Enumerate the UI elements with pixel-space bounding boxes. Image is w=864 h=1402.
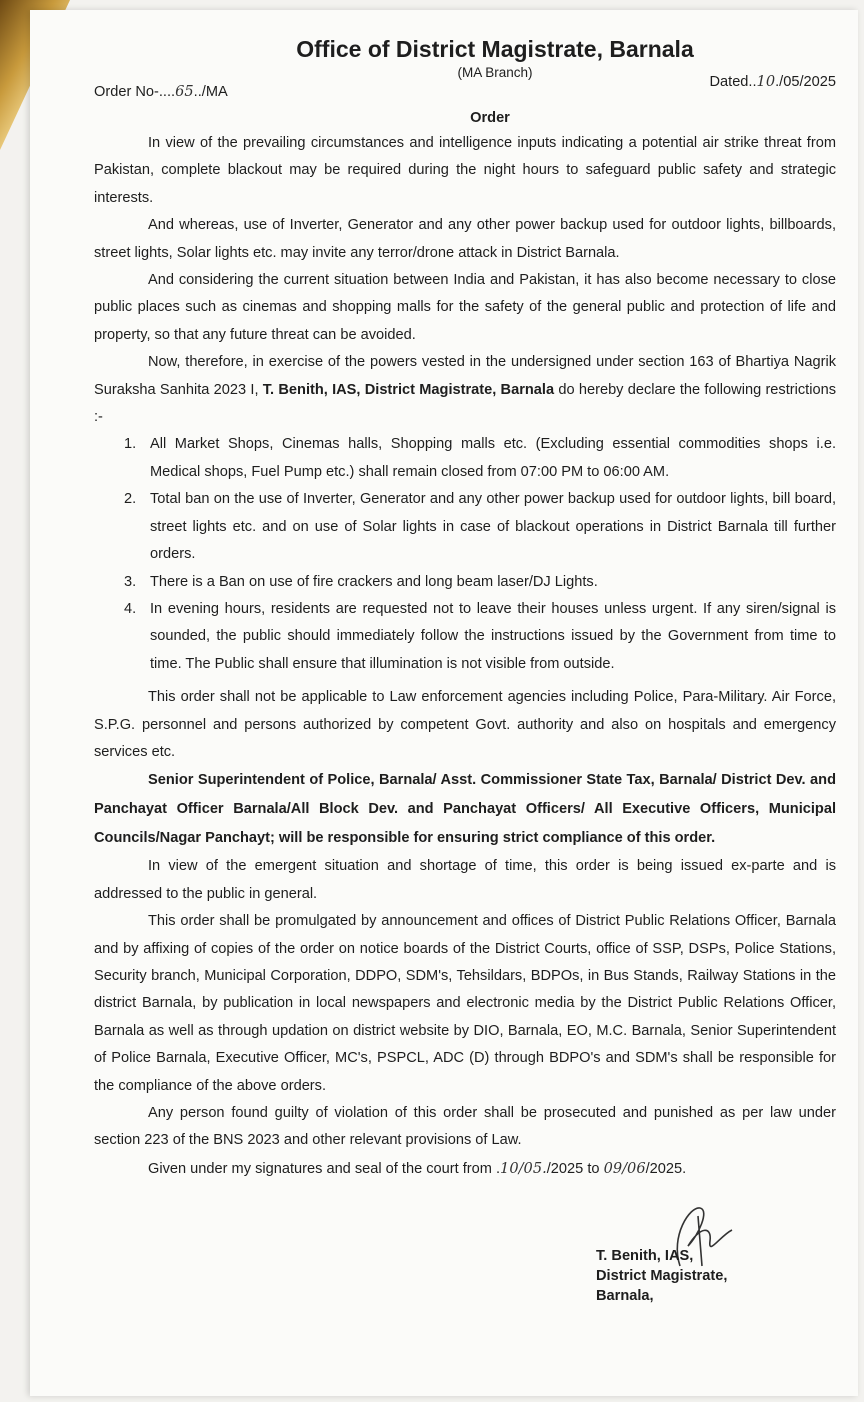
restriction-text: There is a Ban on use of fire crackers and long beam laser/DJ Lights. <box>150 573 598 590</box>
branch-label: (MA Branch) <box>457 65 533 80</box>
restriction-number: 4. <box>124 600 137 617</box>
restriction-number: 3. <box>124 573 137 590</box>
paragraph-4 <box>94 349 836 431</box>
validity-text-c: /2025. <box>645 1160 687 1177</box>
restriction-item <box>124 431 836 486</box>
order-number-suffix: ../MA <box>193 84 228 100</box>
restriction-text: Total ban on the use of Inverter, Generator and any other power backup used for outdoor lights, bill board, street lights etc. and on use of Solar lights in case of blackout operations in District Barnala till further orders. <box>150 491 836 563</box>
signatory-place: Barnala, <box>596 1288 654 1304</box>
validity-from: 10/05. <box>500 1159 547 1177</box>
document-sheet <box>30 10 858 1396</box>
order-date <box>709 68 836 96</box>
paragraph-4-text-c: do hereby declare the following restrictions :- <box>94 381 836 426</box>
signatory-block <box>596 1246 727 1306</box>
paragraph-2: And whereas, use of Inverter, Generator and any other power backup used for outdoor lights, billboards, street lights, Solar lights etc. may invite any terror/drone attack in District Barnala. <box>94 217 836 261</box>
order-number-value: 65 <box>175 83 194 100</box>
restriction-item <box>124 596 836 678</box>
paragraph-3: And considering the current situation between India and Pakistan, it has also become necessary to close public places such as cinemas and shopping malls for the safety of the general public and protection of life and property, so that any future threat can be avoided. <box>94 272 836 343</box>
restriction-number: 2. <box>124 491 137 508</box>
restriction-text: In evening hours, residents are requested not to leave their houses unless urgent. If any siren/signal is sounded, the public should immediately follow the instructions issued by the Government from time to time. The Public shall ensure that illumination is not visible from outside. <box>150 600 836 672</box>
validity-text-b: /2025 to <box>546 1160 604 1177</box>
paragraph-6: Senior Superintendent of Police, Barnala/ Asst. Commissioner State Tax, Barnala/ District Dev. and Panchayat Officer Barnala/All Block Dev. and Panchayat Officers/ All Executive Officers, Municipal Councils/Nagar Panchayt; will be responsible for ensuring strict compliance of this order. <box>94 772 836 847</box>
validity-to: 09/06 <box>603 1159 646 1177</box>
signatory-name: T. Benith, IAS, <box>596 1248 694 1264</box>
dated-label: Dated.. <box>709 74 757 90</box>
paragraph-1: In view of the prevailing circumstances and intelligence inputs indicating a potential air strike threat from Pakistan, complete blackout may be required during the night hours to safeguard public safety and strategic interests. <box>94 135 836 206</box>
paragraph-4-text-a: Now, therefore, in exercise of the powers vested in the undersigned under section 163 of Bhartiya Nagrik Suraksha Sanhita 2023 I, <box>94 354 836 398</box>
paragraph-10 <box>94 1155 836 1183</box>
dated-rest: ./05/2025 <box>775 74 836 90</box>
restriction-item <box>124 569 836 596</box>
paragraph-4-authority: T. Benith, IAS, District Magistrate, Barnala <box>262 381 555 398</box>
validity-text-a: Given under my signatures and seal of the court from . <box>148 1160 501 1177</box>
restrictions-list <box>94 431 836 678</box>
restriction-item <box>124 486 836 568</box>
document-body <box>94 34 836 1183</box>
paragraph-7: In view of the emergent situation and shortage of time, this order is being issued ex-parte and is addressed to the public in general. <box>94 858 836 902</box>
dated-day: 10 <box>756 73 776 90</box>
restriction-number: 1. <box>124 436 137 453</box>
order-heading: Order <box>470 110 510 126</box>
order-number-label: Order No-.... <box>94 84 176 100</box>
paragraph-9: Any person found guilty of violation of this order shall be prosecuted and punished as per law under section 223 of the BNS 2023 and other relevant provisions of Law. <box>94 1105 836 1149</box>
signatory-designation: District Magistrate, <box>596 1268 728 1284</box>
order-meta-row <box>94 73 836 106</box>
office-title: Office of District Magistrate, Barnala <box>296 36 694 62</box>
paragraph-5: This order shall not be applicable to Law enforcement agencies including Police, Para-Military. Air Force, S.P.G. personnel and persons authorized by competent Govt. authority and also on hospitals and emergency services etc. <box>94 689 836 760</box>
restriction-text: All Market Shops, Cinemas halls, Shopping malls etc. (Excluding essential commodities shops i.e. Medical shops, Fuel Pump etc.) shall remain closed from 07:00 PM to 06:00 AM. <box>150 436 836 480</box>
paragraph-8: This order shall be promulgated by announcement and offices of District Public Relations Officer, Barnala and by affixing of copies of the order on notice boards of the District Courts, office of SSP, DSPs, Police Stations, Security branch, Municipal Corporation, DDPO, SDM's, Tehsildars, BDPOs, in Bus Stands, Railway Stations in the district Barnala, by publication in local newspapers and electronic media by the District Public Relations Officer, Barnala as well as through updation on district website by DIO, Barnala, EO, M.C. Barnala, Senior Superintendent of Police Barnala, Executive Officer, MC's, PSPCL, ADC (D) through BDPO's and SDM's shall be responsible for the compliance of the above orders. <box>94 913 836 1094</box>
order-number <box>94 78 228 106</box>
